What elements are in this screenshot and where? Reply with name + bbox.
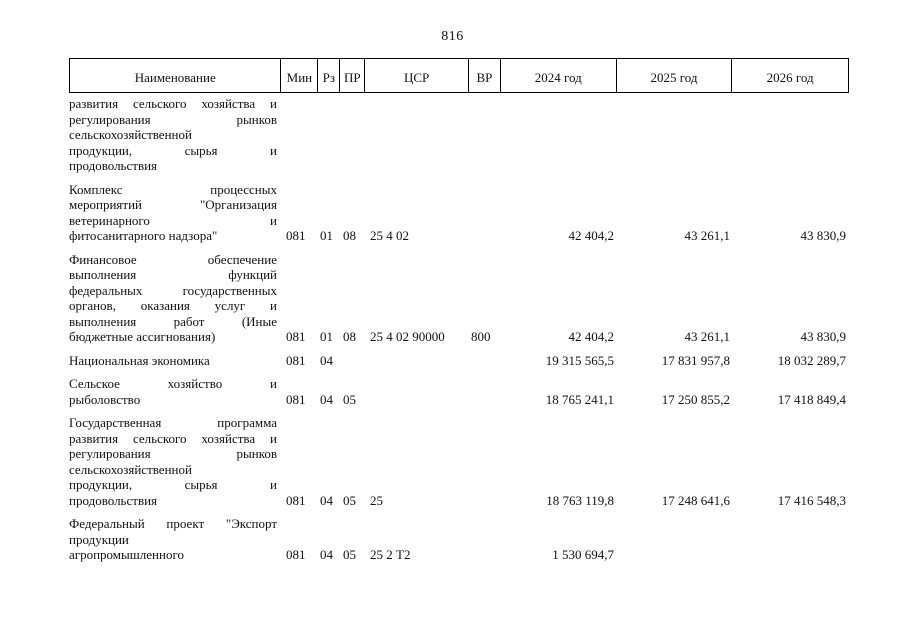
row-rz: 01 [320,329,333,344]
table-row [69,96,849,174]
row-2026: 18 032 289,7 [777,352,846,368]
row-name-line: Сельское хозяйство и [69,376,277,391]
row-name-line: сельскохозяйственной [69,127,192,142]
row-name [69,252,281,345]
row-name-line: развития сельского хозяйства и [69,430,277,446]
row-2025: 17 250 855,2 [661,391,730,407]
row-name-line: продукции [69,531,129,547]
row-name-line: мероприятий "Организация [69,197,277,212]
row-2025: 17 248 641,6 [661,492,730,508]
row-min: 081 [286,547,306,562]
row-rz: 04 [320,352,333,368]
row-2026: 43 830,9 [800,228,846,243]
header-min: Мин [281,59,318,92]
row-2026: 43 830,9 [800,329,846,344]
row-2024: 42 404,2 [568,228,614,243]
table-row [69,252,849,345]
row-name [69,415,281,508]
row-name-line: регулирования рынков [69,446,277,461]
row-name-line: продукции, сырья и [69,477,277,492]
table-row [69,353,849,369]
table-row [69,415,849,508]
row-csr: 25 [370,492,383,508]
row-name-line: развития сельского хозяйства и [69,96,277,111]
row-name [69,376,281,407]
row-min: 081 [286,352,306,368]
row-name [69,353,281,369]
header-rz: Рз [318,59,340,92]
row-name-line: федеральных государственных [69,282,277,298]
row-name [69,182,281,244]
row-name-line: продовольствия [69,158,158,173]
row-name-line: Финансовое обеспечение [69,251,277,267]
row-name-line: органов, оказания услуг и [69,298,277,313]
row-min: 081 [286,492,306,508]
row-name-line: Государственная программа [69,415,277,430]
row-name-line: Федеральный проект "Экспорт [69,516,277,531]
row-2024: 19 315 565,5 [545,352,614,368]
header-2024: 2024 год [501,59,617,92]
row-2025: 43 261,1 [684,228,730,243]
row-2024: 1 530 694,7 [552,547,614,562]
row-2025: 43 261,1 [684,329,730,344]
row-min: 081 [286,329,306,344]
row-rz: 04 [320,492,333,508]
row-csr: 25 2 Т2 [370,547,411,562]
row-pr: 05 [343,547,356,562]
row-rz: 04 [320,547,333,562]
row-min: 081 [286,228,306,243]
row-name-line: продовольствия [69,492,158,508]
row-name-line: Комплекс процессных [69,181,277,197]
row-name [69,516,281,563]
row-name-line: фитосанитарного надзора" [69,228,218,243]
row-2026: 17 418 849,4 [777,391,846,407]
row-name-line: выполнения функций [69,267,277,282]
row-csr: 25 4 02 90000 [370,329,445,344]
row-name-line: Национальная экономика [69,352,210,368]
row-name-line: ветеринарного и [69,212,277,228]
row-2025: 17 831 957,8 [661,352,730,368]
row-name [69,96,281,174]
row-csr: 25 4 02 [370,228,409,243]
row-pr: 08 [343,329,356,344]
header-pr: ПР [340,59,365,92]
row-rz: 01 [320,228,333,243]
header-name: Наименование [70,59,281,92]
row-rz: 04 [320,391,333,407]
row-name-line: агропромышленного [69,547,184,562]
row-pr: 05 [343,492,356,508]
table-body [69,96,849,571]
row-name-line: регулирования рынков [69,111,277,127]
header-2025: 2025 год [617,59,733,92]
table-row [69,516,849,563]
row-name-line: бюджетные ассигнования) [69,329,216,344]
table-row [69,182,849,244]
row-name-line: рыболовство [69,391,141,407]
page-number: 816 [441,29,464,44]
table-header [69,58,849,93]
row-name-line: сельскохозяйственной [69,461,192,477]
row-name-line: выполнения работ (Иные [69,313,277,329]
header-vr: ВР [469,59,501,92]
row-2024: 42 404,2 [568,329,614,344]
row-pr: 08 [343,228,356,243]
table-row [69,376,849,407]
header-csr: ЦСР [365,59,469,92]
row-name-line: продукции, сырья и [69,142,277,158]
row-2024: 18 763 119,8 [546,492,614,508]
row-2024: 18 765 241,1 [545,391,614,407]
row-2026: 17 416 548,3 [777,492,846,508]
row-pr: 05 [343,391,356,407]
header-2026: 2026 год [766,69,814,85]
row-min: 081 [286,391,306,407]
row-vr: 800 [471,329,491,344]
